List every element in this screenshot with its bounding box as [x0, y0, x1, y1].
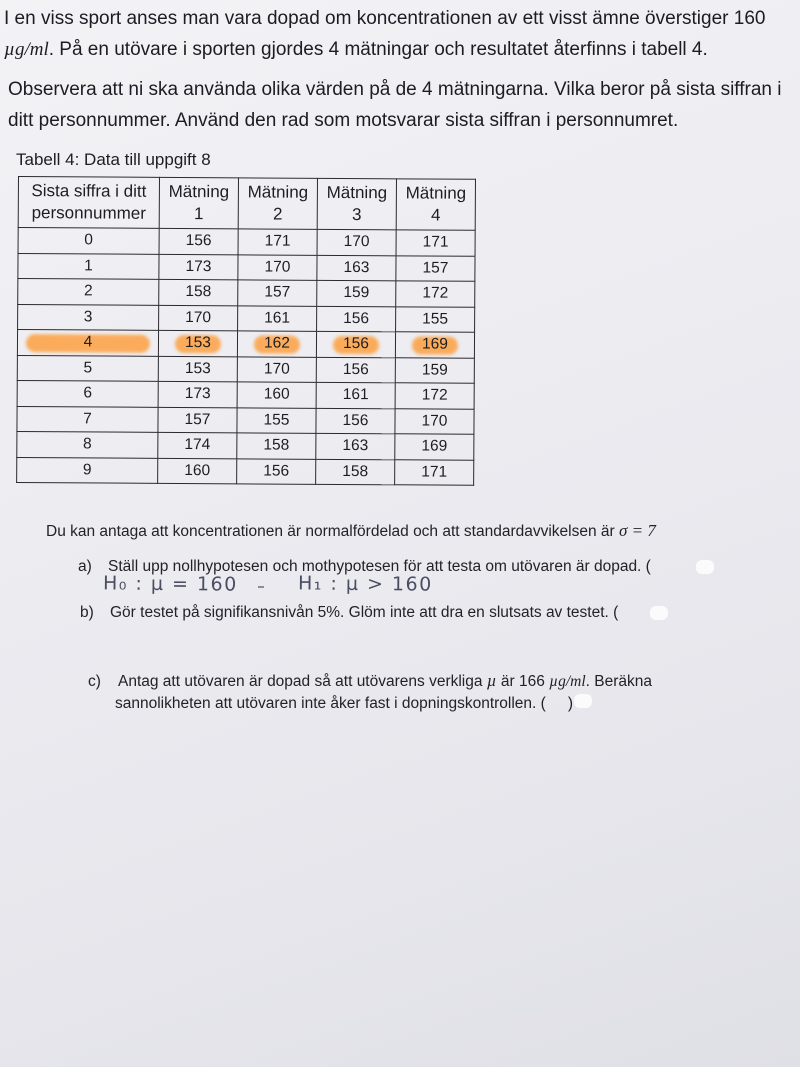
cell-value: 156 [263, 462, 290, 480]
table-row [17, 431, 474, 459]
question-b [80, 602, 800, 624]
cell-value: 153 [184, 359, 211, 377]
question-c-unit: µg/ml [549, 673, 586, 690]
cell-value: 173 [184, 385, 211, 403]
header-text: 3 [351, 205, 362, 225]
header-text: personnummer [31, 203, 146, 223]
cell-value: 170 [343, 233, 370, 251]
assumption-sentence: Du kan antaga att koncentrationen är normalfördelad och att standardavvikelsen är [46, 523, 615, 540]
cell-value: 171 [422, 233, 449, 251]
cell-value: 156 [342, 411, 369, 429]
digit-cell [18, 304, 159, 330]
pencil-dash-mark [258, 586, 264, 588]
measurement-cell [237, 433, 316, 459]
cell-value: 158 [342, 462, 369, 480]
mu-symbol: µ [486, 671, 497, 690]
cell-value: 4 [78, 331, 99, 355]
measurement-cell [238, 229, 317, 255]
digit-cell [17, 355, 158, 381]
header-text: 4 [430, 205, 441, 225]
measurement-cell [317, 280, 396, 306]
instruction-line-2: ditt personnummer. Använd den rad som motsvarar sista siffran i personnumret. [8, 110, 679, 131]
cell-value: 162 [258, 332, 296, 356]
cell-value: 156 [342, 360, 369, 378]
cell-value: 156 [185, 232, 212, 250]
cell-value: 157 [184, 410, 211, 428]
cell-value: 163 [342, 437, 369, 455]
unit-label: µg/ml [4, 39, 49, 60]
measurement-cell [395, 408, 474, 434]
table-header-row [18, 177, 475, 231]
measurement-cell [237, 356, 316, 382]
measurement-cell [158, 381, 237, 407]
measurement-cell [316, 382, 395, 408]
table-row [18, 304, 475, 332]
question-c-text-2: är 166 [500, 673, 545, 690]
cell-value: 157 [264, 283, 291, 301]
question-c-line-2-text: sannolikheten att utövaren inte åker fast i dopningskontrollen. ( [115, 695, 546, 712]
cell-value: 0 [84, 231, 93, 249]
measurement-cell [317, 255, 396, 281]
instruction-line-1: Observera att ni ska använda olika värden på de 4 mätningarna. Vilka beror på sista siffran i [8, 79, 782, 100]
question-c-line-2 [88, 693, 788, 715]
measurement-cell [396, 281, 475, 307]
measurement-cell [317, 306, 396, 332]
cell-value: 170 [263, 360, 290, 378]
cell-value: 155 [422, 310, 449, 328]
cell-value: 160 [184, 461, 211, 479]
measurement-cell [316, 459, 395, 485]
measurement-cell [159, 305, 238, 331]
measurement-cell [158, 356, 237, 382]
measurement-cell [158, 407, 237, 433]
header-text: 1 [193, 204, 204, 224]
instruction-paragraph [8, 74, 798, 136]
cell-value: 159 [421, 361, 448, 379]
digit-cell [18, 228, 159, 254]
table-row [18, 228, 475, 256]
header-cell-measurement-2 [238, 178, 317, 229]
measurement-cell [158, 330, 237, 356]
cell-value: 7 [83, 410, 92, 428]
cell-value: 163 [343, 258, 370, 276]
whiteout-mark [574, 694, 592, 708]
question-c-close-paren: ) [567, 695, 573, 712]
header-text: Sista siffra i ditt [31, 181, 147, 201]
cell-value: 153 [179, 331, 217, 355]
cell-value: 158 [263, 436, 290, 454]
question-c-label: c) [88, 673, 101, 690]
measurement-cell [316, 433, 395, 459]
measurement-cell [395, 332, 474, 358]
measurement-cell [317, 229, 396, 255]
header-text: Mätning [247, 182, 309, 202]
header-text: Mätning [168, 181, 230, 202]
measurement-cell [159, 228, 238, 254]
assumption-text [46, 520, 786, 543]
cell-value: 156 [343, 309, 370, 327]
cell-value: 170 [264, 258, 291, 276]
measurement-cell [395, 434, 474, 460]
cell-value: 158 [185, 283, 212, 301]
measurement-cell [395, 383, 474, 409]
question-c-text-3: . Beräkna [585, 673, 653, 690]
question-a-text: Ställ upp nollhypotesen och mothypotesen för att testa om utövaren är dopad. ( [108, 558, 651, 575]
cell-value: 171 [264, 232, 291, 250]
measurement-cell [316, 357, 395, 383]
cell-value: 9 [82, 461, 92, 479]
cell-value: 174 [184, 436, 211, 454]
cell-value: 160 [263, 385, 290, 403]
question-b-text: Gör testet på signifikansnivån 5%. Glöm inte att dra en slutsats av testet. ( [110, 604, 619, 621]
digit-cell [17, 380, 158, 406]
cell-value: 159 [343, 284, 370, 302]
cell-value: 171 [421, 463, 448, 481]
measurement-cell [316, 408, 395, 434]
table-row [18, 279, 475, 307]
measurement-cell [159, 254, 238, 280]
measurement-cell [158, 458, 237, 484]
handwritten-alternative-hypothesis: H₁ : µ > 160 [297, 572, 433, 596]
table-row [17, 330, 474, 358]
cell-value: 3 [83, 308, 93, 326]
cell-value: 157 [422, 259, 449, 277]
measurement-cell [395, 459, 474, 485]
question-a-label: a) [78, 558, 92, 575]
measurement-cell [159, 279, 238, 305]
table-row [18, 253, 475, 281]
cell-value: 170 [421, 412, 448, 430]
digit-cell [17, 457, 158, 483]
measurement-cell [158, 432, 237, 458]
measurement-cell [238, 305, 317, 331]
digit-cell [17, 330, 158, 356]
digit-cell [18, 253, 159, 279]
measurement-cell [396, 255, 475, 281]
problem-line-1: I en viss sport anses man vara dopad om koncentrationen av ett visst ämne överstiger 160 [4, 8, 766, 29]
cell-value: 1 [84, 257, 93, 275]
measurement-cell [396, 230, 475, 256]
whiteout-mark [650, 606, 668, 620]
header-cell-measurement-1 [159, 177, 238, 228]
measurement-cell [237, 407, 316, 433]
cell-value: 155 [263, 411, 290, 429]
cell-value: 161 [264, 309, 291, 327]
table-row [17, 457, 474, 485]
measurement-cell [395, 357, 474, 383]
question-c-text-1: Antag att utövaren är dopad så att utövarens verkliga [118, 673, 483, 690]
measurement-cell [238, 254, 317, 280]
cell-value: 169 [421, 437, 448, 455]
question-b-label: b) [80, 604, 94, 621]
whiteout-mark [696, 560, 714, 574]
digit-cell [17, 406, 158, 432]
cell-value: 156 [337, 332, 375, 356]
table-caption: Tabell 4: Data till uppgift 8 [16, 150, 211, 169]
cell-value: 6 [83, 384, 93, 402]
header-cell-last-digit [18, 177, 159, 229]
cell-value: 169 [416, 333, 454, 357]
digit-cell [17, 431, 158, 457]
cell-value: 8 [82, 435, 92, 453]
header-cell-measurement-4 [396, 179, 475, 230]
cell-value: 173 [185, 257, 212, 275]
measurement-cell [316, 331, 395, 357]
handwritten-null-hypothesis: H₀ : µ = 160 [102, 572, 238, 596]
cell-value: 172 [422, 284, 449, 302]
measurement-cell [396, 306, 475, 332]
sigma-expression: σ = 7 [619, 521, 656, 540]
problem-line-2: . På en utövare i sporten gjordes 4 mätningar och resultatet återfinns i tabell 4. [48, 39, 708, 60]
problem-statement [4, 3, 794, 65]
header-text: 2 [272, 204, 283, 224]
measurement-cell [237, 458, 316, 484]
question-c [88, 670, 788, 715]
cell-value: 170 [185, 308, 212, 326]
measurement-cell [237, 331, 316, 357]
table-body [17, 228, 476, 486]
cell-value: 172 [421, 386, 448, 404]
header-cell-measurement-3 [317, 178, 396, 229]
digit-cell [18, 279, 159, 305]
measurement-table [16, 176, 476, 486]
table-row [17, 380, 474, 408]
table-row [17, 406, 474, 434]
cell-value: 2 [83, 282, 93, 300]
cell-value: 161 [342, 386, 369, 404]
table-row [17, 355, 474, 383]
header-text: Mätning [405, 183, 467, 203]
measurement-cell [237, 382, 316, 408]
header-text: Mätning [326, 182, 388, 203]
cell-value: 5 [83, 359, 93, 377]
measurement-cell [238, 280, 317, 306]
